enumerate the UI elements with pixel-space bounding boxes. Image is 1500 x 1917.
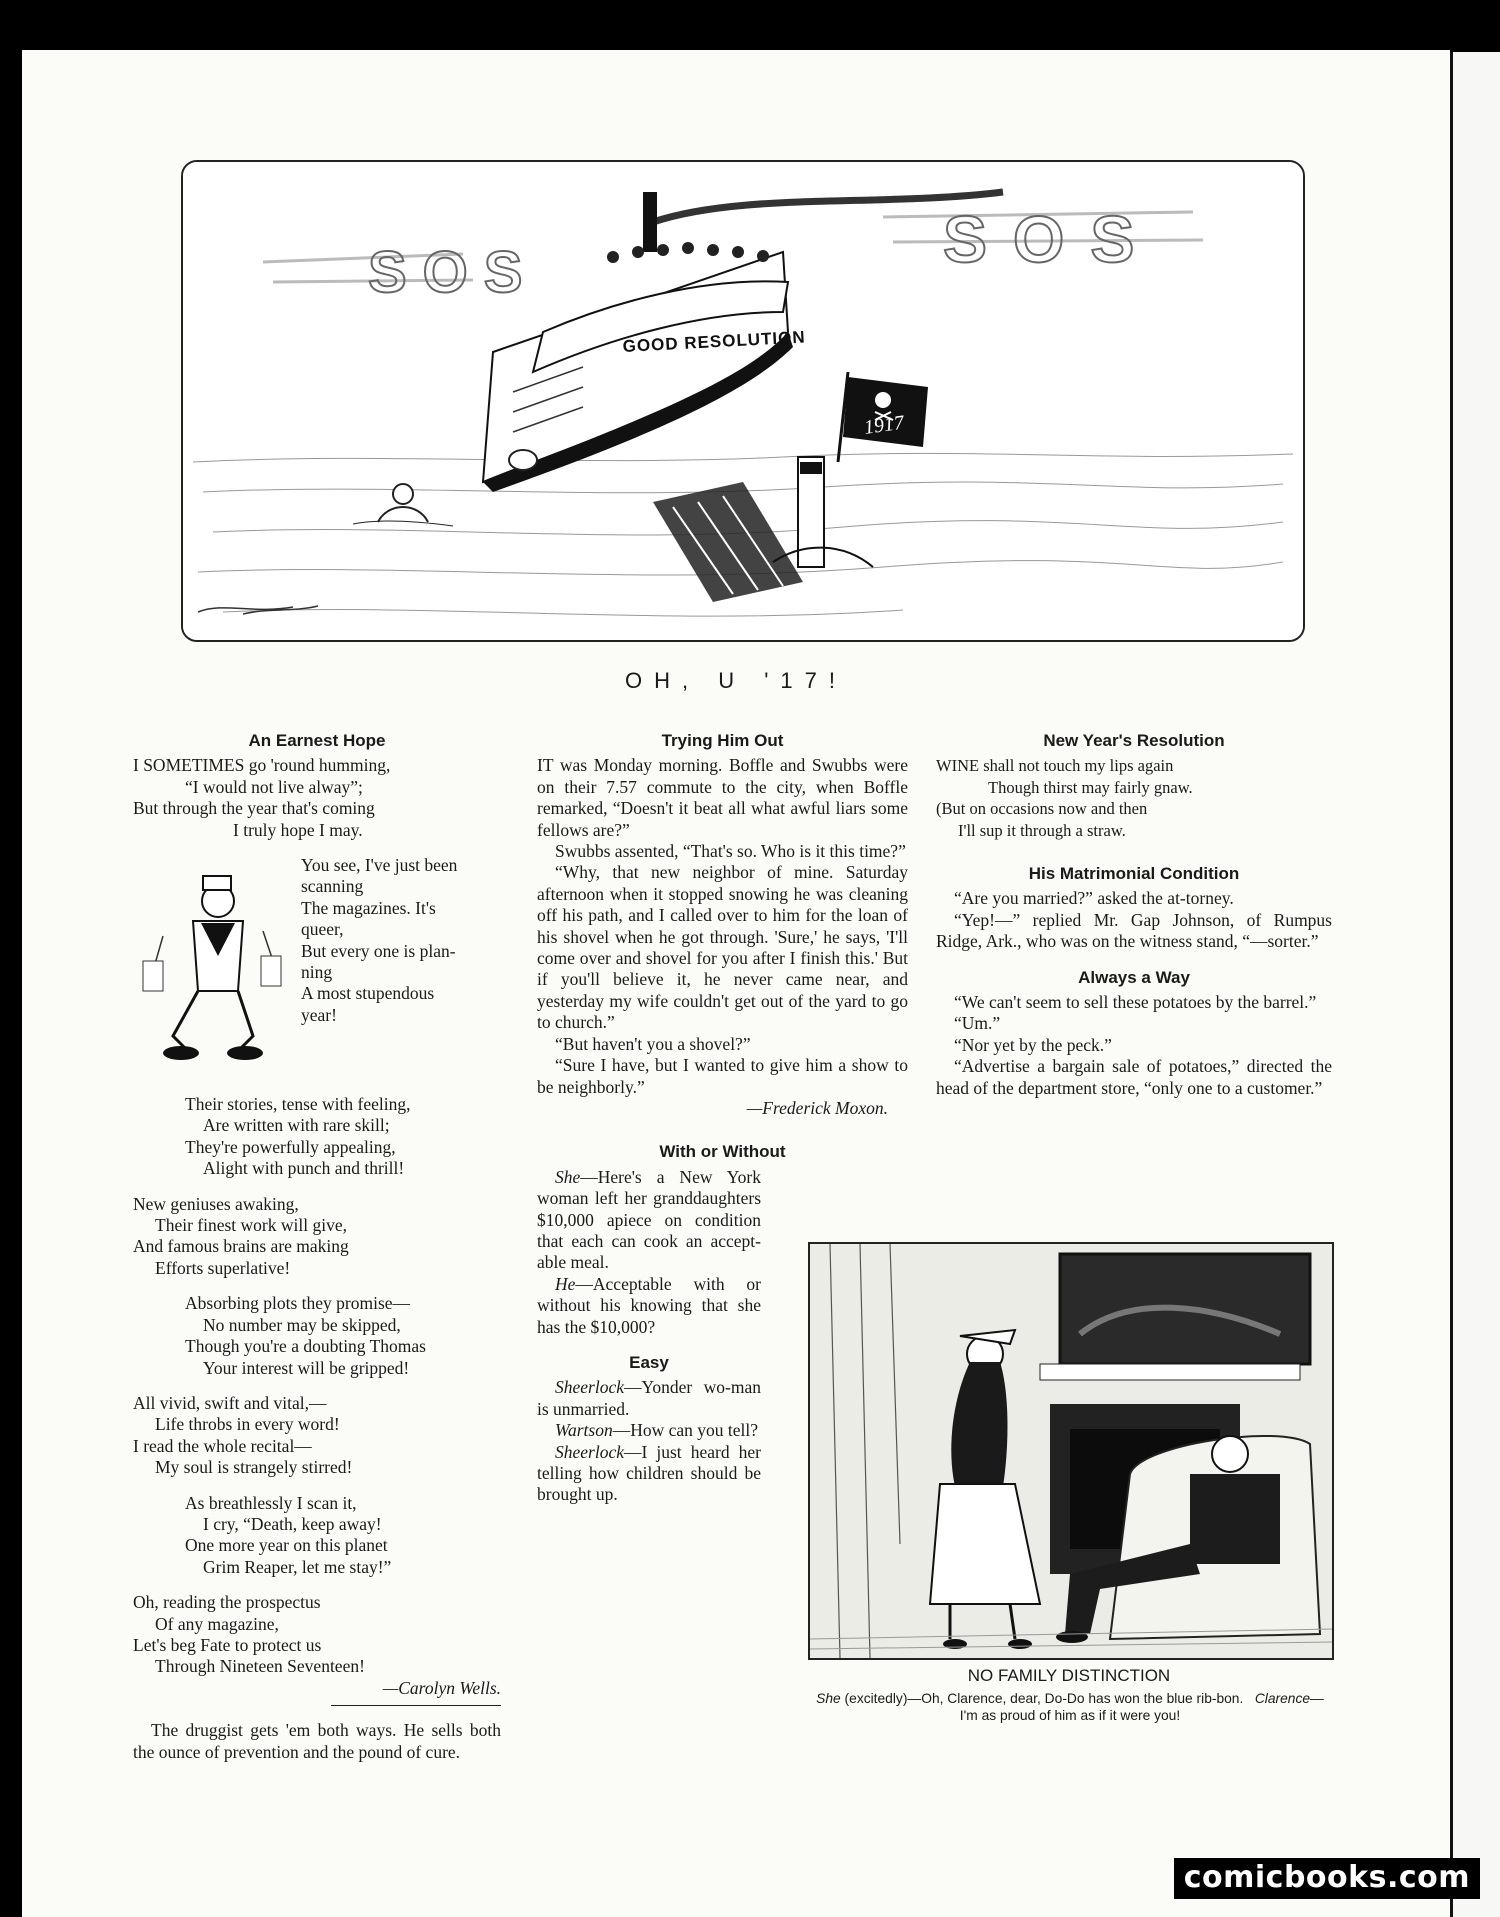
flag-year-label: 1917 bbox=[862, 411, 906, 439]
cartoon-sinking-ship bbox=[181, 160, 1305, 642]
joke-paragraph: “Um.” bbox=[954, 1013, 1001, 1034]
speaker-she: She bbox=[555, 1166, 581, 1187]
cartoon2-caption bbox=[812, 1690, 1328, 1724]
verse-line: All vivid, swift and vital,— bbox=[133, 1392, 327, 1413]
verse-line: New geniuses awaking, bbox=[133, 1193, 299, 1214]
stanza-4 bbox=[133, 1194, 501, 1280]
story-title: Trying Him Out bbox=[661, 731, 784, 750]
verse-line: Your interest will be gripped! bbox=[203, 1357, 410, 1378]
verse-line: Let's beg Fate to protect us bbox=[133, 1634, 322, 1655]
speaker-sheerlock: Sheerlock bbox=[555, 1377, 624, 1398]
story-paragraph: “Sure I have, but I wanted to give him a show to be neighborly.” bbox=[537, 1055, 908, 1097]
dialogue-text: —Yonder wo-man is unmarried. bbox=[537, 1377, 761, 1419]
verse-line: The magazines. It's bbox=[301, 897, 436, 918]
verse-line: I read the whole recital— bbox=[133, 1435, 312, 1456]
verse-line: I cry, “Death, keep away! bbox=[203, 1513, 382, 1534]
dialogue-he bbox=[537, 1274, 761, 1338]
joke-paragraph: “Are you married?” asked the at-torney. bbox=[954, 888, 1234, 909]
story-paragraph: “Why, that new neighbor of mine. Saturday afternoon when it stopped snowing he was cleaning off his path, and I called over to him for the loan of his shovel when he got through. 'Sure,' he says, 'I'll come over and shovel for you after I finish this.' But if you'll believe it, he never came near, and yesterday my wife couldn't get out of the yard to go to church.” bbox=[537, 862, 908, 1033]
verse-line: I truly hope I may. bbox=[233, 819, 363, 840]
verse-line: They're powerfully appealing, bbox=[185, 1136, 396, 1157]
parlor-illustration bbox=[810, 1244, 1332, 1658]
verse-line: I'll sup it through a straw. bbox=[958, 820, 1126, 840]
verse-line: Alight with punch and thrill! bbox=[203, 1158, 405, 1179]
verse-line: One more year on this planet bbox=[185, 1535, 388, 1556]
verse-line: But through the year that's coming bbox=[133, 798, 375, 819]
stanza-6 bbox=[133, 1393, 501, 1479]
next-page-edge bbox=[1450, 52, 1500, 1917]
joke-title-with-or-without: With or Without bbox=[659, 1142, 786, 1162]
ship-illustration bbox=[183, 162, 1303, 640]
verse-line: Are written with rare skill; bbox=[203, 1115, 390, 1136]
verse-line: Though thirst may fairly gnaw. bbox=[988, 777, 1193, 797]
speaker-wartson: Wartson bbox=[555, 1420, 613, 1441]
joke-title-matrimonial: His Matrimonial Condition bbox=[1028, 864, 1240, 884]
speaker-he: He bbox=[555, 1273, 576, 1294]
joke-paragraph: “Yep!—” replied Mr. Gap Johnson, of Rumpus Ridge, Ark., who was on the witness stand, “—sorter.” bbox=[936, 909, 1332, 952]
stanza-3 bbox=[133, 1094, 501, 1180]
sos-sign-left: SOS bbox=[368, 240, 539, 305]
dialogue-wartson bbox=[537, 1420, 761, 1441]
joke-paragraph: “Advertise a bargain sale of potatoes,” directed the head of the department store, “only one to a customer.” bbox=[936, 1056, 1332, 1098]
dialogue-sheerlock-2 bbox=[537, 1442, 761, 1506]
floating-hat bbox=[509, 450, 537, 470]
resolution-verse bbox=[936, 755, 1332, 841]
stanza-1 bbox=[133, 755, 501, 841]
poem-signature: —Carolyn Wells. bbox=[382, 1677, 501, 1698]
verse-line: But every one is plan- bbox=[301, 940, 456, 961]
sos-sign-right: SOS bbox=[943, 202, 1161, 276]
joke-paragraph: “We can't seem to sell these potatoes by the barrel.” bbox=[954, 992, 1317, 1013]
verse-title: New Year's Resolution bbox=[1043, 731, 1225, 750]
story-paragraph: Swubbs assented, “That's so. Who is it this time?” bbox=[555, 841, 906, 862]
caption-text: (excitedly)—Oh, Clarence, dear, Do-Do has won the blue rib-bon. bbox=[844, 1691, 1244, 1706]
column-resolutions bbox=[936, 730, 1332, 1099]
cartoon-family-distinction bbox=[808, 1242, 1334, 1660]
cartoon-caption: OH, U '17! bbox=[624, 668, 847, 693]
stanza-5 bbox=[133, 1293, 501, 1379]
dialogue-text: —Acceptable with or without his knowing that she has the $10,000? bbox=[537, 1273, 761, 1337]
verse-line: Life throbs in every word! bbox=[155, 1414, 340, 1435]
page-gutter bbox=[1450, 52, 1453, 1917]
druggist-epigram: The druggist gets 'em both ways. He sells both the ounce of prevention and the pound of cure. bbox=[133, 1720, 501, 1762]
dialogue-text: —How can you tell? bbox=[612, 1420, 759, 1441]
verse-line: Though you're a doubting Thomas bbox=[185, 1336, 426, 1357]
verse-line: Through Nineteen Seventeen! bbox=[155, 1656, 365, 1677]
dialogue-text: —I just heard her telling how children should be brought up. bbox=[537, 1441, 761, 1505]
dialogue-she bbox=[537, 1167, 761, 1274]
dialogue-sheerlock-1 bbox=[537, 1377, 761, 1420]
cartoon2-title: NO FAMILY DISTINCTION bbox=[967, 1666, 1171, 1685]
poem-title: An Earnest Hope bbox=[248, 731, 386, 750]
verse-line: WINE shall not touch my lips again bbox=[936, 756, 1174, 776]
verse-line: year! bbox=[301, 1004, 337, 1025]
verse-line: “I would not live alway”; bbox=[185, 776, 363, 797]
dialogue-text: —Here's a New York woman left her granddaughters $10,000 apiece on condition that each can cook an accept-able meal. bbox=[537, 1166, 761, 1273]
verse-line: ning bbox=[301, 962, 333, 983]
ship-name-label: GOOD RESOLUTION bbox=[622, 327, 807, 356]
story-signature: —Frederick Moxon. bbox=[746, 1097, 888, 1118]
verse-line: Grim Reaper, let me stay!” bbox=[203, 1556, 392, 1577]
verse-line: My soul is strangely stirred! bbox=[155, 1457, 353, 1478]
verse-line: I SOMETIMES go 'round humming, bbox=[133, 755, 391, 776]
stanza-2 bbox=[133, 855, 501, 1080]
stanza-7 bbox=[133, 1493, 501, 1579]
joke-paragraph: “Nor yet by the peck.” bbox=[954, 1034, 1112, 1055]
verse-line: Efforts superlative! bbox=[155, 1257, 291, 1278]
stanza-8 bbox=[133, 1592, 501, 1678]
verse-line: Their stories, tense with feeling, bbox=[185, 1094, 411, 1115]
column-earnest-hope bbox=[133, 730, 501, 1763]
speaker-she: She bbox=[816, 1691, 841, 1706]
caption-text: —I'm as proud of him as if it were you! bbox=[959, 1691, 1324, 1723]
verse-line: You see, I've just been bbox=[301, 855, 458, 876]
speaker-sheerlock: Sheerlock bbox=[555, 1441, 624, 1462]
verse-line: And famous brains are making bbox=[133, 1236, 349, 1257]
verse-line: Their finest work will give, bbox=[155, 1215, 347, 1236]
divider-rule bbox=[331, 1705, 501, 1706]
verse-line: scanning bbox=[301, 876, 364, 897]
verse-line: queer, bbox=[301, 919, 344, 940]
verse-line: As breathlessly I scan it, bbox=[185, 1492, 357, 1513]
verse-line: Of any magazine, bbox=[155, 1613, 279, 1634]
verse-line: No number may be skipped, bbox=[203, 1314, 401, 1335]
reader-figure-illustration bbox=[133, 861, 293, 1076]
speaker-clarence: Clarence bbox=[1254, 1691, 1311, 1706]
joke-title-always-a-way: Always a Way bbox=[1078, 967, 1190, 987]
verse-line: Oh, reading the prospectus bbox=[133, 1592, 321, 1613]
verse-line: A most stupendous bbox=[301, 983, 435, 1004]
joke-title-easy: Easy bbox=[629, 1352, 669, 1372]
verse-line: (But on occasions now and then bbox=[936, 799, 1148, 819]
verse-line: Absorbing plots they promise— bbox=[185, 1293, 411, 1314]
magazine-page bbox=[22, 50, 1450, 1917]
story-paragraph: “But haven't you a shovel?” bbox=[555, 1033, 751, 1054]
site-watermark: comicbooks.com bbox=[1174, 1858, 1480, 1899]
story-paragraph: IT was Monday morning. Boffle and Swubbs were on their 7.57 commute to the city, when Boffle remarked, “Doesn't it beat all what awful liars some fellows are?” bbox=[537, 755, 908, 840]
